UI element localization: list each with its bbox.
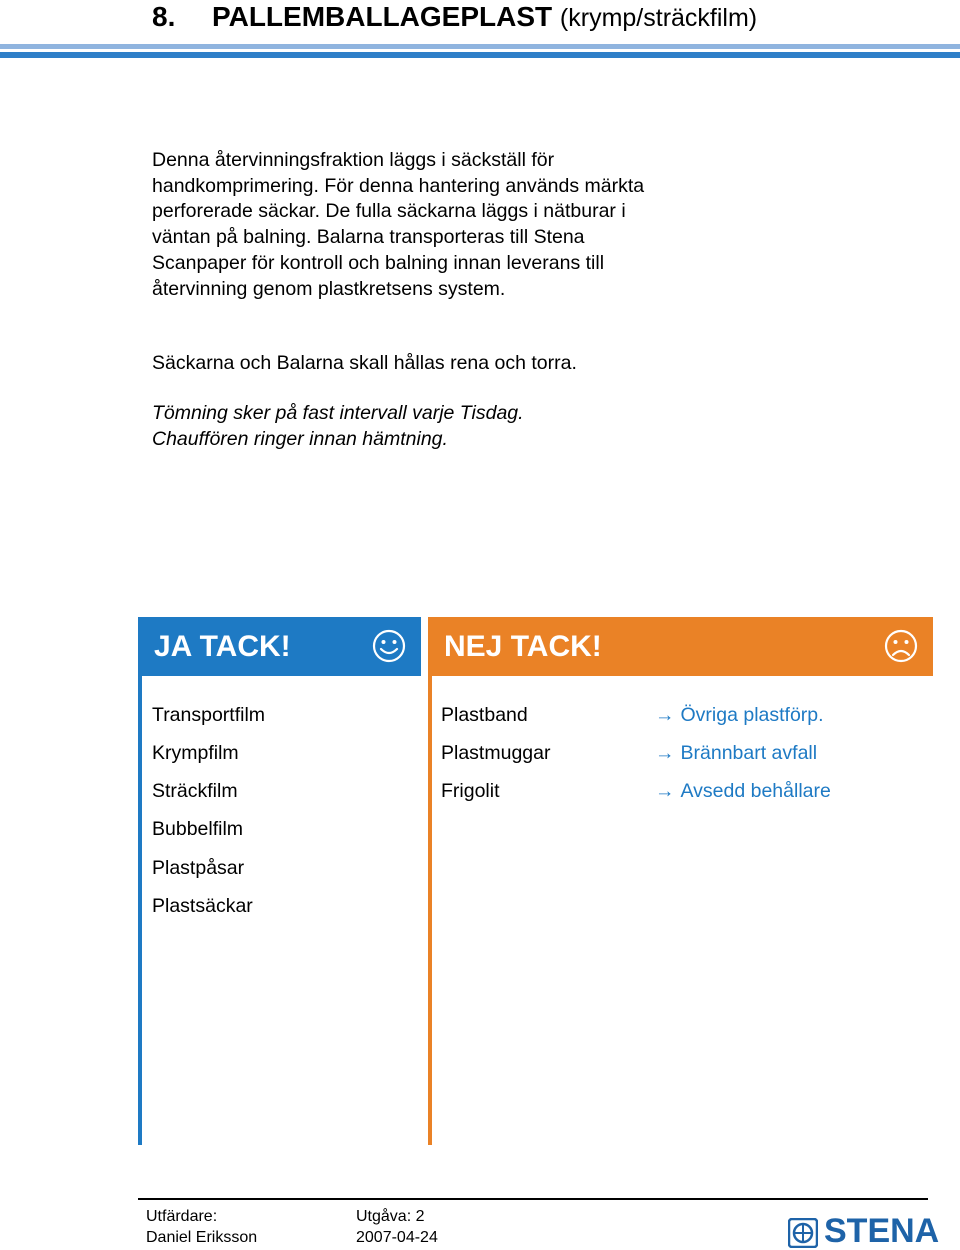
no-box-divider (428, 676, 432, 1145)
redirect-item-label: Avsedd behållare (680, 780, 831, 802)
no-list-item: Plastband (441, 704, 528, 726)
yes-list-item: Transportfilm (152, 704, 266, 726)
intro-paragraph (152, 148, 712, 302)
right-arrow-icon: → (655, 780, 675, 802)
yes-box-header (138, 617, 421, 676)
smiley-face-icon (372, 629, 406, 663)
intro-line: handkomprimering. För denna hantering används märkta (152, 174, 645, 197)
yes-list-item: Krympfilm (152, 742, 239, 764)
no-box-title: NEJ TACK! (444, 630, 602, 663)
yes-list-item: Sträckfilm (152, 780, 238, 802)
yes-box-title: JA TACK! (154, 630, 291, 663)
no-list-item: Plastmuggar (441, 742, 551, 764)
footer-rule (138, 1198, 928, 1200)
issuer-name: Daniel Eriksson (146, 1229, 258, 1246)
yes-box-divider (138, 676, 142, 1145)
stena-emblem-icon (788, 1218, 818, 1248)
no-box-header (428, 617, 933, 676)
yes-list-item: Plastpåsar (152, 857, 245, 879)
redirect-item (655, 741, 817, 765)
issuer-label: Utfärdare: (146, 1208, 218, 1225)
driver-call-note: Chauffören ringer innan hämtning. (152, 428, 448, 450)
edition-label: Utgåva: 2 (356, 1208, 425, 1225)
intro-line: perforerade säckar. De fulla säckarna läggs i nätburar i (152, 200, 626, 223)
right-arrow-icon: → (655, 742, 675, 764)
no-list-item: Frigolit (441, 780, 500, 802)
issue-date: 2007-04-24 (356, 1229, 438, 1246)
redirect-item (655, 779, 831, 803)
frowning-face-icon (884, 629, 918, 663)
yes-list-item: Bubbelfilm (152, 818, 244, 840)
right-arrow-icon: → (655, 704, 675, 726)
intro-line: återvinning genom plastkretsens system. (152, 277, 506, 300)
intro-line: Scanpaper för kontroll och balning innan leverans till (152, 251, 605, 274)
header-rule (0, 44, 960, 62)
stena-logo-text: STENA (824, 1212, 940, 1250)
section-number: 8. (152, 1, 176, 32)
intro-line: Denna återvinningsfraktion läggs i säckställ för (152, 149, 555, 171)
redirect-item-label: Brännbart avfall (680, 742, 818, 764)
yes-list-item: Plastsäckar (152, 895, 253, 917)
page-title (212, 0, 757, 35)
page-subtitle: (krymp/sträckfilm) (559, 4, 758, 32)
redirect-item (655, 703, 824, 727)
intro-line: väntan på balning. Balarna transporteras till Stena (152, 226, 585, 249)
redirect-item-label: Övriga plastförp. (680, 704, 824, 726)
stena-logo (788, 1212, 940, 1250)
page-title-main: PALLEMBALLAGEPLAST (212, 1, 553, 32)
cleanliness-note: Säckarna och Balarna skall hållas rena och torra. (152, 352, 577, 374)
pickup-schedule-note: Tömning sker på fast intervall varje Tisdag. (152, 402, 524, 424)
